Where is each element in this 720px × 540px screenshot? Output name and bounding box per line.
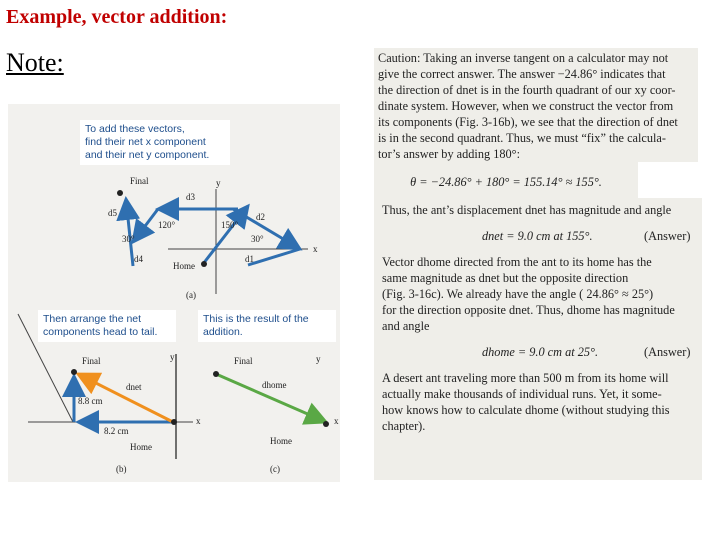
label-y-b: y <box>170 352 175 362</box>
note-heading: Note: <box>6 48 64 77</box>
caution-line: is in the second quadrant. Thus, we must “fix” the calcula- <box>378 131 666 145</box>
label-dhome: dhome <box>262 380 287 390</box>
equation-row-2 <box>382 344 694 370</box>
label-final-b: Final <box>82 356 101 366</box>
final-point-b <box>71 369 77 375</box>
label-part-a: (a) <box>186 290 196 300</box>
equation-row-1 <box>382 228 694 254</box>
final-point-c <box>213 371 219 377</box>
label-x-c: x <box>334 416 339 426</box>
callout-line: find their net x component <box>85 136 206 148</box>
equation-dhome: dhome = 9.0 cm at 25°. <box>482 345 599 359</box>
vector-line: Vector dhome directed from the ant to its home has the <box>382 255 652 269</box>
caution-line: tor’s answer by adding 180°: <box>378 147 520 161</box>
label-8-8cm: 8.8 cm <box>78 396 103 406</box>
result-panel <box>374 198 702 480</box>
vector-figure <box>8 104 340 482</box>
caution-line: its components (Fig. 3-16b), we see that the direction of dnet <box>378 115 678 129</box>
label-angle-150: 150° <box>221 220 239 230</box>
desert-line: A desert ant traveling more than 500 m from its home will <box>382 371 669 385</box>
answer-label-1: (Answer) <box>644 229 691 243</box>
desert-line: how knows how to calculate dhome (without studying this <box>382 403 670 417</box>
label-d2: d2 <box>256 212 265 222</box>
vector-d1-return <box>248 249 300 265</box>
vector-d5 <box>126 199 133 266</box>
label-final-c: Final <box>234 356 253 366</box>
home-point-a <box>201 261 207 267</box>
callout-line: To add these vectors, <box>85 123 185 135</box>
label-home-c: Home <box>270 436 292 446</box>
vector-line: (Fig. 3-16c). We already have the angle ( 24.86° ≈ 25°) <box>382 287 654 301</box>
callout-line: addition. <box>203 326 243 338</box>
vector-line: and angle <box>382 319 430 333</box>
label-angle-30b: 30° <box>251 234 264 244</box>
callout-line: This is the result of the <box>203 313 309 325</box>
caution-line: Caution: Taking an inverse tangent on a calculator may not <box>378 51 669 65</box>
label-final-a: Final <box>130 176 149 186</box>
callout-line: and their net y component. <box>85 149 210 161</box>
desert-line: chapter). <box>382 419 426 433</box>
caution-equation-panel <box>374 162 638 198</box>
vector-line: for the direction opposite dnet. Thus, dhome has magnitude <box>382 303 675 317</box>
label-d5: d5 <box>108 208 117 218</box>
label-8-2cm: 8.2 cm <box>104 426 129 436</box>
callout-result <box>198 310 336 342</box>
vector-d4 <box>133 209 158 242</box>
label-d3: d3 <box>186 192 195 202</box>
callout-line: Then arrange the net <box>43 313 142 325</box>
vector-line: same magnitude as dnet but the opposite direction <box>382 271 629 285</box>
answer-label-2: (Answer) <box>644 345 691 359</box>
slide-title: Example, vector addition: <box>6 6 228 28</box>
caution-equation: θ = −24.86° + 180° = 155.14° ≈ 155°. <box>410 175 602 189</box>
label-d4: d4 <box>134 254 143 264</box>
label-angle-120: 120° <box>158 220 176 230</box>
home-point-c <box>323 421 329 427</box>
label-x-a: x <box>313 244 318 254</box>
equation-dnet: dnet = 9.0 cm at 155°. <box>482 229 593 243</box>
label-x-b: x <box>196 416 201 426</box>
label-y-a: y <box>216 178 221 188</box>
caution-panel <box>374 48 698 162</box>
callout-line: components head to tail. <box>43 326 158 338</box>
label-y-c: y <box>316 354 321 364</box>
label-part-b: (b) <box>116 464 127 474</box>
caution-line: dinate system. However, when we construct the vector from <box>378 99 674 113</box>
caution-line: give the correct answer. The answer −24.86° indicates that <box>378 67 666 81</box>
final-point-a <box>117 190 123 196</box>
vector-d2 <box>233 209 300 249</box>
caution-line: the direction of dnet is in the fourth quadrant of our xy coor- <box>378 83 676 97</box>
desert-line: actually make thousands of individual runs. Yet, it some- <box>382 387 662 401</box>
label-home-b: Home <box>130 442 152 452</box>
label-d1: d1 <box>245 254 254 264</box>
label-home-a: Home <box>173 261 195 271</box>
label-part-c: (c) <box>270 464 280 474</box>
callout-head-to-tail <box>38 310 176 342</box>
home-point-b <box>171 419 177 425</box>
callout-add-components <box>80 120 230 165</box>
label-dnet: dnet <box>126 382 142 392</box>
thus-line: Thus, the ant’s displacement dnet has magnitude and angle <box>382 203 672 217</box>
label-angle-30a: 30° <box>122 234 135 244</box>
